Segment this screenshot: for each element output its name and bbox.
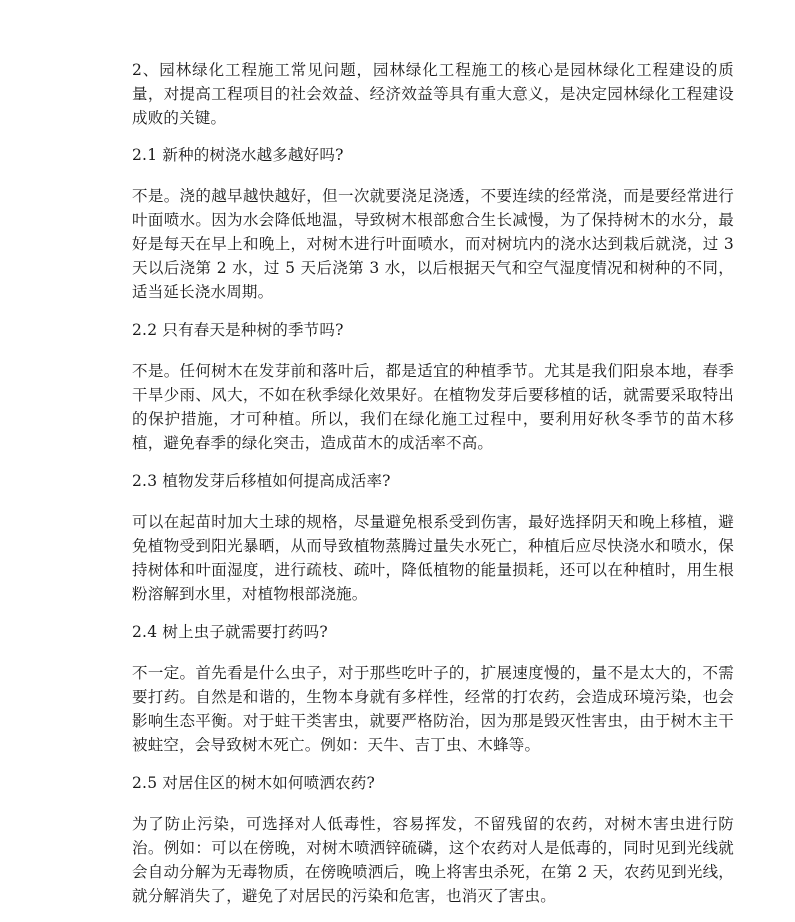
section-heading: 2.3 植物发芽后移植如何提高成活率? bbox=[132, 472, 391, 490]
section-answer: 为了防止污染，可选择对人低毒性，容易挥发，不留残留的农药，对树木害虫进行防治。例如：可以在傍晚，对树木喷洒锌硫磷，这个农药对人是低毒的，同时见到光线就会自动分解为无毒物质，在傍晚喷洒后，晚上将害虫杀死，在第 2 天，农药见到光线，就分解消失了，避免了对居民的污染和危害，也消灭了害虫。 bbox=[132, 815, 734, 905]
section-2-1 bbox=[132, 143, 734, 304]
section-2-3 bbox=[132, 469, 734, 606]
section-2-2 bbox=[132, 318, 734, 455]
section-heading: 2.1 新种的树浇水越多越好吗? bbox=[132, 146, 344, 164]
document-body bbox=[132, 58, 734, 922]
section-answer: 可以在起苗时加大土球的规格，尽量避免根系受到伤害，最好选择阴天和晚上移植，避免植物受到阳光暴晒，从而导致植物蒸腾过量失水死亡，种植后应尽快浇水和喷水，保持树体和叶面湿度，进行疏枝、疏叶，降低植物的能量损耗，还可以在种植时，用生根粉溶解到水里，对植物根部浇施。 bbox=[132, 513, 734, 603]
section-heading: 2.4 树上虫子就需要打药吗? bbox=[132, 623, 328, 641]
section-answer: 不是。浇的越早越快越好，但一次就要浇足浇透，不要连续的经常浇，而是要经常进行叶面喷水。因为水会降低地温，导致树木根部愈合生长减慢，为了保持树木的水分，最好是每天在早上和晚上，对树木进行叶面喷水，而对树坑内的浇水达到栽后就浇，过 3 天以后浇第 2 水，过 5 天后浇第 3 水，以后根据天气和空气湿度情况和树种的不同，适当延长浇水周期。 bbox=[132, 187, 734, 301]
section-heading: 2.2 只有春天是种树的季节吗? bbox=[132, 321, 344, 339]
section-heading: 2.5 对居住区的树木如何喷洒农药? bbox=[132, 774, 375, 792]
section-2-4 bbox=[132, 620, 734, 757]
section-2-5 bbox=[132, 771, 734, 908]
section-answer: 不一定。首先看是什么虫子，对于那些吃叶子的，扩展速度慢的，量不是太大的，不需要打药。自然是和谐的，生物本身就有多样性，经常的打农药，会造成环境污染，也会影响生态平衡。对于蛀干类害虫，就要严格防治，因为那是毁灭性害虫，由于树木主干被蛀空，会导致树木死亡。例如：天牛、吉丁虫、木蜂等。 bbox=[132, 664, 734, 754]
intro-paragraph: 2、园林绿化工程施工常见问题，园林绿化工程施工的核心是园林绿化工程建设的质量，对提高工程项目的社会效益、经济效益等具有重大意义，是决定园林绿化工程建设成败的关键。 bbox=[132, 61, 734, 127]
section-answer: 不是。任何树木在发芽前和落叶后，都是适宜的种植季节。尤其是我们阳泉本地，春季干旱少雨、风大，不如在秋季绿化效果好。在植物发芽后要移植的话，就需要采取特出的保护措施，才可种植。所以，我们在绿化施工过程中，要利用好秋冬季节的苗木移植，避免春季的绿化突击，造成苗木的成活率不高。 bbox=[132, 362, 734, 452]
